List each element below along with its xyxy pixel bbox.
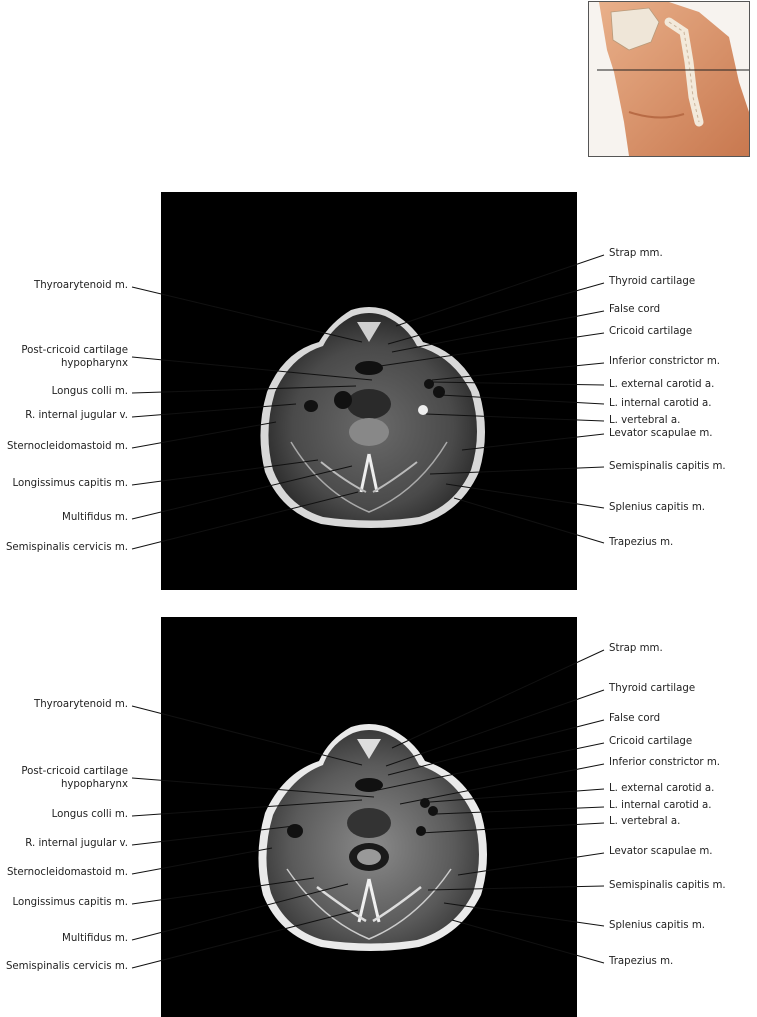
label-false-cord-1: False cord [609,304,661,315]
leader-lines-panel-1 [132,255,604,549]
label-r-internal-jugular-1: R. internal jugular v. [25,410,128,421]
label-thyroarytenoid-1: Thyroarytenoid m. [33,280,128,291]
label-strap-2: Strap mm. [609,643,663,654]
label-trapezius-2: Trapezius m. [609,956,674,967]
label-splenius-capitis-2: Splenius capitis m. [609,920,705,931]
label-longus-colli-2: Longus colli m. [51,809,128,820]
label-l-vertebral-1: L. vertebral a. [609,415,681,426]
label-thyroid-cartilage-2: Thyroid cartilage [609,683,696,694]
label-semispinalis-capitis-2: Semispinalis capitis m. [609,880,726,891]
label-levator-scapulae-1: Levator scapulae m. [609,428,713,439]
label-r-internal-jugular-2: R. internal jugular v. [25,838,128,849]
label-l-internal-carotid-2: L. internal carotid a. [609,800,712,811]
label-multifidus-1: Multifidus m. [62,512,128,523]
label-longissimus-capitis-1: Longissimus capitis m. [12,478,128,489]
label-trapezius-1: Trapezius m. [609,537,674,548]
label-splenius-capitis-1: Splenius capitis m. [609,502,705,513]
label-longissimus-capitis-2: Longissimus capitis m. [12,897,128,908]
label-l-external-carotid-2: L. external carotid a. [609,783,715,794]
label-hypopharynx-2: hypopharynx [60,779,128,790]
label-post-cricoid-2: Post-cricoid cartilage [21,766,128,777]
leader-lines-panel-2 [132,650,604,968]
label-levator-scapulae-2: Levator scapulae m. [609,846,713,857]
label-l-internal-carotid-1: L. internal carotid a. [609,398,712,409]
label-strap-1: Strap mm. [609,248,663,259]
label-inferior-constrictor-1: Inferior constrictor m. [609,356,721,367]
label-multifidus-2: Multifidus m. [62,933,128,944]
label-sternocleidomastoid-2: Sternocleidomastoid m. [6,867,128,878]
label-semispinalis-cervicis-1: Semispinalis cervicis m. [5,542,128,553]
label-semispinalis-cervicis-2: Semispinalis cervicis m. [5,961,128,972]
label-cricoid-cartilage-1: Cricoid cartilage [609,326,693,337]
label-l-vertebral-2: L. vertebral a. [609,816,681,827]
label-semispinalis-capitis-1: Semispinalis capitis m. [609,461,726,472]
label-post-cricoid-1: Post-cricoid cartilage [21,345,128,356]
label-longus-colli-1: Longus colli m. [51,386,128,397]
label-cricoid-cartilage-2: Cricoid cartilage [609,736,693,747]
label-thyroid-cartilage-1: Thyroid cartilage [609,276,696,287]
label-inferior-constrictor-2: Inferior constrictor m. [609,757,721,768]
label-false-cord-2: False cord [609,713,661,724]
label-l-external-carotid-1: L. external carotid a. [609,379,715,390]
label-thyroarytenoid-2: Thyroarytenoid m. [33,699,128,710]
label-sternocleidomastoid-1: Sternocleidomastoid m. [6,441,128,452]
label-hypopharynx-1: hypopharynx [60,358,128,369]
